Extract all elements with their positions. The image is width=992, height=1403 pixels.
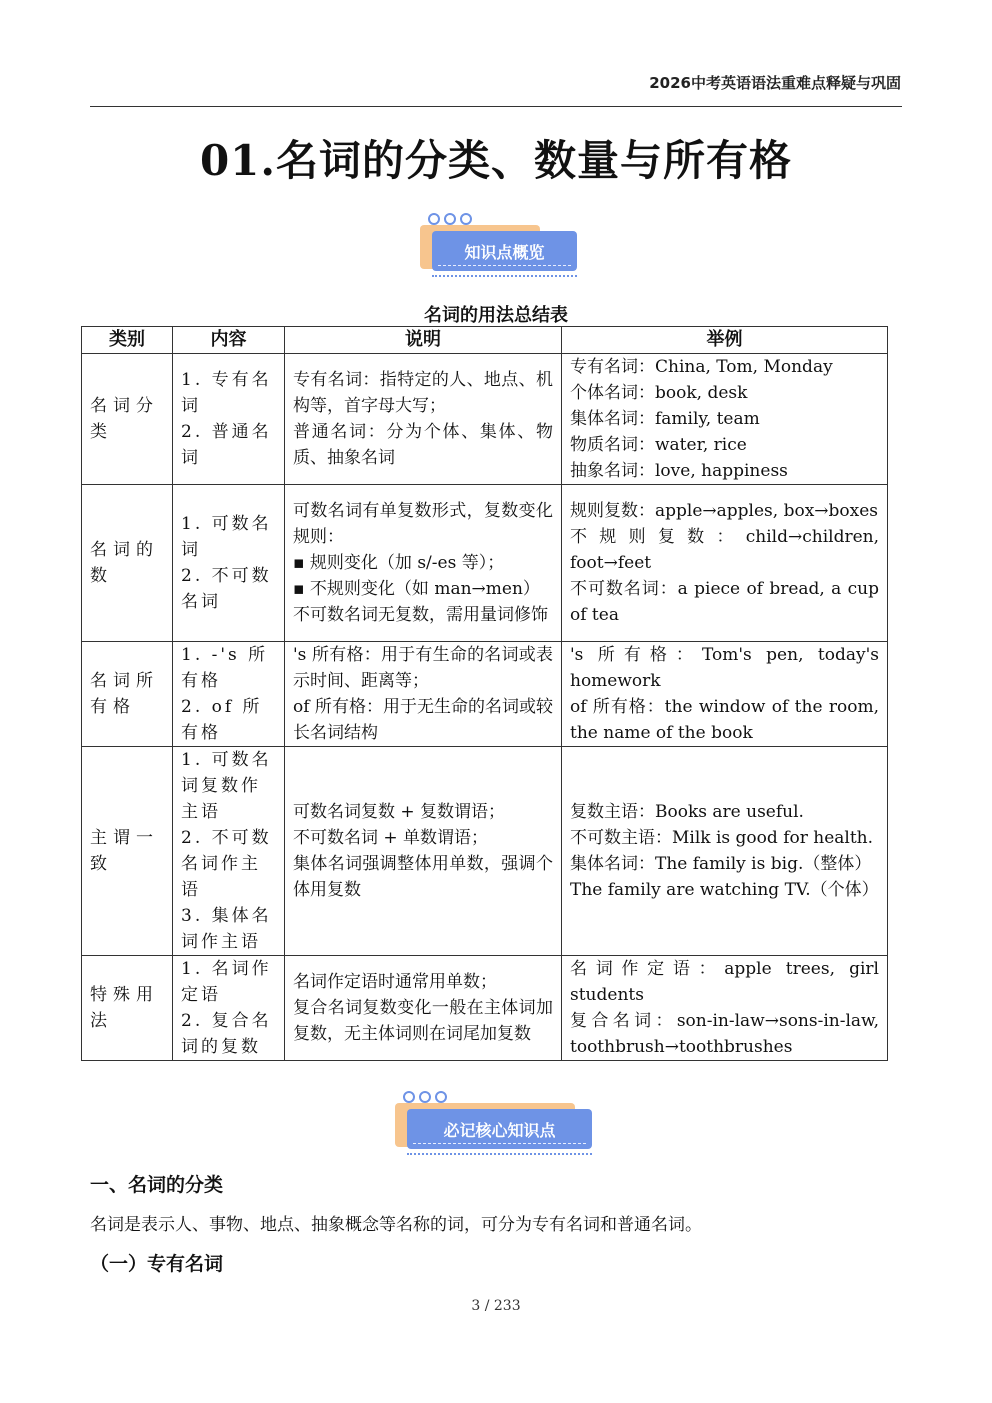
subsection-heading: （一）专有名词 bbox=[90, 1253, 224, 1275]
row-description: 可数名词复数 + 复数谓语； 不可数名词 + 单数谓语； 集体名词强调整体用单数，强调个体用复数 bbox=[285, 747, 562, 956]
page-header: 2026中考英语语法重难点释疑与巩固 bbox=[649, 74, 901, 92]
badge-label: 必记核心知识点 bbox=[443, 1120, 556, 1140]
table-row bbox=[82, 956, 888, 1061]
core-knowledge-badge bbox=[395, 1091, 595, 1161]
row-description: 专有名词：指特定的人、地点、机构等，首字母大写； 普通名词：分为个体、集体、物质、抽象名词 bbox=[285, 354, 562, 485]
row-examples: 规则复数：apple→apples, box→boxes 不规则复数：child→children, foot→feet 不可数名词：a piece of bread, a cup of tea bbox=[562, 485, 888, 642]
table-row bbox=[82, 485, 888, 642]
row-content: 1. 可数名词复数作主语 2. 不可数名词作主语 3. 集体名词作主语 bbox=[173, 747, 285, 956]
row-examples: 's 所有格：Tom's pen, today's homework of 所有格：the window of the room, the name of the book bbox=[562, 642, 888, 747]
page-number: 3 / 233 bbox=[471, 1298, 521, 1314]
table-row bbox=[82, 747, 888, 956]
overview-badge bbox=[420, 213, 590, 283]
header-examples: 举例 bbox=[562, 327, 888, 354]
row-examples: 专有名词：China, Tom, Monday 个体名词：book, desk 集体名词：family, team 物质名词：water, rice 抽象名词：love, happiness bbox=[562, 354, 888, 485]
table-caption: 名词的用法总结表 bbox=[424, 305, 568, 326]
row-description: 名词作定语时通常用单数； 复合名词复数变化一般在主体词加复数，无主体词则在词尾加复数 bbox=[285, 956, 562, 1061]
row-content: 1. 可数名词 2. 不可数名词 bbox=[173, 485, 285, 642]
row-examples: 复数主语：Books are useful. 不可数主语：Milk is good for health. 集体名词：The family is big.（整体） The family are watching TV.（个体） bbox=[562, 747, 888, 956]
badge-label: 知识点概览 bbox=[464, 242, 545, 262]
header-content: 内容 bbox=[173, 327, 285, 354]
row-content: 1. -'s 所有格 2. of 所有格 bbox=[173, 642, 285, 747]
badge-dotted-line bbox=[407, 1153, 592, 1155]
row-category: 名词分类 bbox=[82, 354, 173, 485]
ring-decoration-icon bbox=[428, 213, 472, 225]
header-category: 类别 bbox=[82, 327, 173, 354]
table-header-row bbox=[82, 327, 888, 354]
section-paragraph: 名词是表示人、事物、地点、抽象概念等名称的词，可分为专有名词和普通名词。 bbox=[90, 1215, 702, 1235]
badge-label-box bbox=[432, 231, 577, 271]
table-row bbox=[82, 642, 888, 747]
row-category: 特殊用法 bbox=[82, 956, 173, 1061]
row-category: 主谓一致 bbox=[82, 747, 173, 956]
row-description: 可数名词有单复数形式，复数变化规则： ▪ 规则变化（加 s/-es 等）； ▪ 不规则变化（如 man→men） 不可数名词无复数，需用量词修饰 bbox=[285, 485, 562, 642]
row-description: 's 所有格：用于有生命的名词或表示时间、距离等； of 所有格：用于无生命的名词或较长名词结构 bbox=[285, 642, 562, 747]
ring-decoration-icon bbox=[403, 1091, 447, 1103]
badge-label-box bbox=[407, 1109, 592, 1149]
row-category: 名词的数 bbox=[82, 485, 173, 642]
section-heading: 一、名词的分类 bbox=[90, 1174, 224, 1196]
noun-usage-table bbox=[81, 326, 888, 1061]
row-content: 1. 专有名词 2. 普通名词 bbox=[173, 354, 285, 485]
page-title: 01.名词的分类、数量与所有格 bbox=[199, 136, 793, 185]
row-content: 1. 名词作定语 2. 复合名词的复数 bbox=[173, 956, 285, 1061]
row-examples: 名词作定语：apple trees, girl students 复合名词：son-in-law→sons-in-law, toothbrush→toothbrushes bbox=[562, 956, 888, 1061]
row-category: 名词所有格 bbox=[82, 642, 173, 747]
header-rule bbox=[90, 106, 902, 107]
table-row bbox=[82, 354, 888, 485]
header-description: 说明 bbox=[285, 327, 562, 354]
badge-dotted-line bbox=[432, 275, 577, 277]
